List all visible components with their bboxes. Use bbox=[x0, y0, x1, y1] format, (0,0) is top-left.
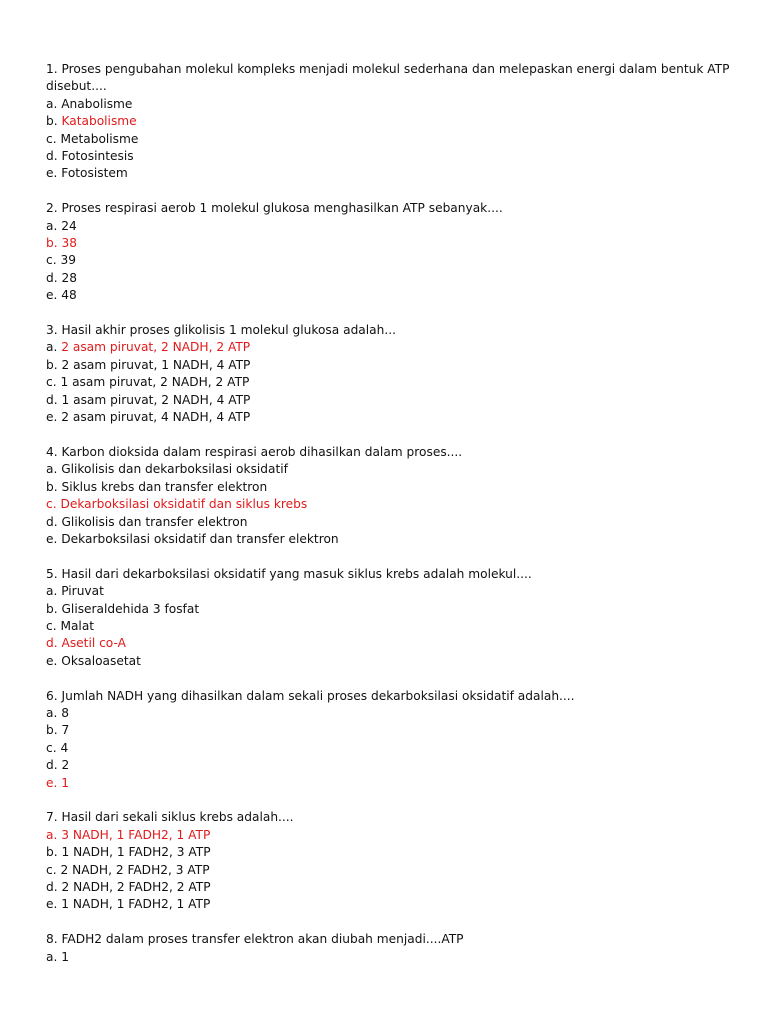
question-2 bbox=[46, 200, 736, 304]
question-7-correct-answer: a. 3 NADH, 1 FADH2, 1 ATP bbox=[46, 827, 211, 842]
question-3-correct-answer: 2 asam piruvat, 2 NADH, 2 ATP bbox=[61, 340, 251, 355]
question-6-option-d: d. 2 bbox=[46, 758, 70, 773]
question-4-option-d: d. Glikolisis dan transfer elektron bbox=[46, 514, 248, 529]
question-8-stem: 8. FADH2 dalam proses transfer elektron akan diubah menjadi....ATP bbox=[46, 932, 464, 947]
question-2-option-d: d. 28 bbox=[46, 270, 77, 285]
question-1-option-b-prefix: b. bbox=[46, 114, 62, 129]
question-1-option-b bbox=[46, 113, 736, 130]
question-7-option-c: c. 2 NADH, 2 FADH2, 3 ATP bbox=[46, 862, 210, 877]
question-3-stem: 3. Hasil akhir proses glikolisis 1 molekul glukosa adalah... bbox=[46, 323, 396, 338]
question-6 bbox=[46, 688, 736, 792]
question-6-option-b: b. 7 bbox=[46, 723, 70, 738]
document-page bbox=[46, 61, 736, 983]
question-7-option-d: d. 2 NADH, 2 FADH2, 2 ATP bbox=[46, 880, 211, 894]
question-4-option-a: a. Glikolisis dan dekarboksilasi oksidatif bbox=[46, 462, 288, 477]
question-2-option-a: a. 24 bbox=[46, 218, 77, 233]
question-7 bbox=[46, 809, 736, 913]
question-5-option-a: a. Piruvat bbox=[46, 584, 104, 599]
question-8-option-a: a. 1 bbox=[46, 949, 69, 964]
question-4 bbox=[46, 444, 736, 548]
question-1-option-a: a. Anabolisme bbox=[46, 96, 133, 111]
question-1 bbox=[46, 61, 736, 183]
question-1-option-d: d. Fotosintesis bbox=[46, 149, 134, 164]
question-3-option-c: c. 1 asam piruvat, 2 NADH, 2 ATP bbox=[46, 375, 250, 390]
question-8 bbox=[46, 931, 736, 966]
question-3-option-a bbox=[46, 339, 736, 356]
question-3-option-e: e. 2 asam piruvat, 4 NADH, 4 ATP bbox=[46, 410, 251, 425]
question-3-option-a-prefix: a. bbox=[46, 340, 62, 355]
question-5-correct-answer: d. Asetil co-A bbox=[46, 636, 126, 651]
question-4-stem: 4. Karbon dioksida dalam respirasi aerob dihasilkan dalam proses.... bbox=[46, 444, 463, 459]
question-1-correct-answer: Katabolisme bbox=[61, 114, 137, 129]
question-7-option-e: e. 1 NADH, 1 FADH2, 1 ATP bbox=[46, 897, 211, 912]
question-7-stem: 7. Hasil dari sekali siklus krebs adalah.... bbox=[46, 810, 294, 825]
question-4-option-b: b. Siklus krebs dan transfer elektron bbox=[46, 479, 268, 494]
question-4-correct-answer: c. Dekarboksilasi oksidatif dan siklus krebs bbox=[46, 497, 308, 512]
question-6-correct-answer: e. 1 bbox=[46, 775, 70, 790]
question-1-stem-line-1: 1. Proses pengubahan molekul kompleks menjadi molekul sederhana dan melepaskan energi dalam bentuk ATP bbox=[46, 62, 730, 76]
question-5-option-b: b. Gliseraldehida 3 fosfat bbox=[46, 601, 200, 616]
question-3-option-d: d. 1 asam piruvat, 2 NADH, 4 ATP bbox=[46, 392, 251, 407]
question-2-stem: 2. Proses respirasi aerob 1 molekul glukosa menghasilkan ATP sebanyak.... bbox=[46, 201, 503, 216]
question-6-stem: 6. Jumlah NADH yang dihasilkan dalam sekali proses dekarboksilasi oksidatif adalah.... bbox=[46, 688, 575, 703]
question-1-option-e: e. Fotosistem bbox=[46, 166, 128, 181]
question-7-option-b: b. 1 NADH, 1 FADH2, 3 ATP bbox=[46, 845, 211, 860]
question-6-option-a: a. 8 bbox=[46, 705, 69, 720]
question-4-option-e: e. Dekarboksilasi oksidatif dan transfer elektron bbox=[46, 531, 339, 546]
question-3-option-b: b. 2 asam piruvat, 1 NADH, 4 ATP bbox=[46, 357, 251, 372]
question-2-option-c: c. 39 bbox=[46, 253, 76, 268]
question-2-option-e: e. 48 bbox=[46, 288, 77, 303]
question-1-option-c: c. Metabolisme bbox=[46, 131, 139, 146]
question-1-stem-line-2: disebut.... bbox=[46, 79, 107, 94]
question-3 bbox=[46, 322, 736, 426]
question-5 bbox=[46, 566, 736, 670]
question-5-option-e: e. Oksaloasetat bbox=[46, 653, 141, 668]
question-2-correct-answer: b. 38 bbox=[46, 236, 77, 251]
question-5-option-c: c. Malat bbox=[46, 618, 95, 633]
question-6-option-c: c. 4 bbox=[46, 740, 69, 755]
question-5-stem: 5. Hasil dari dekarboksilasi oksidatif yang masuk siklus krebs adalah molekul.... bbox=[46, 566, 532, 581]
